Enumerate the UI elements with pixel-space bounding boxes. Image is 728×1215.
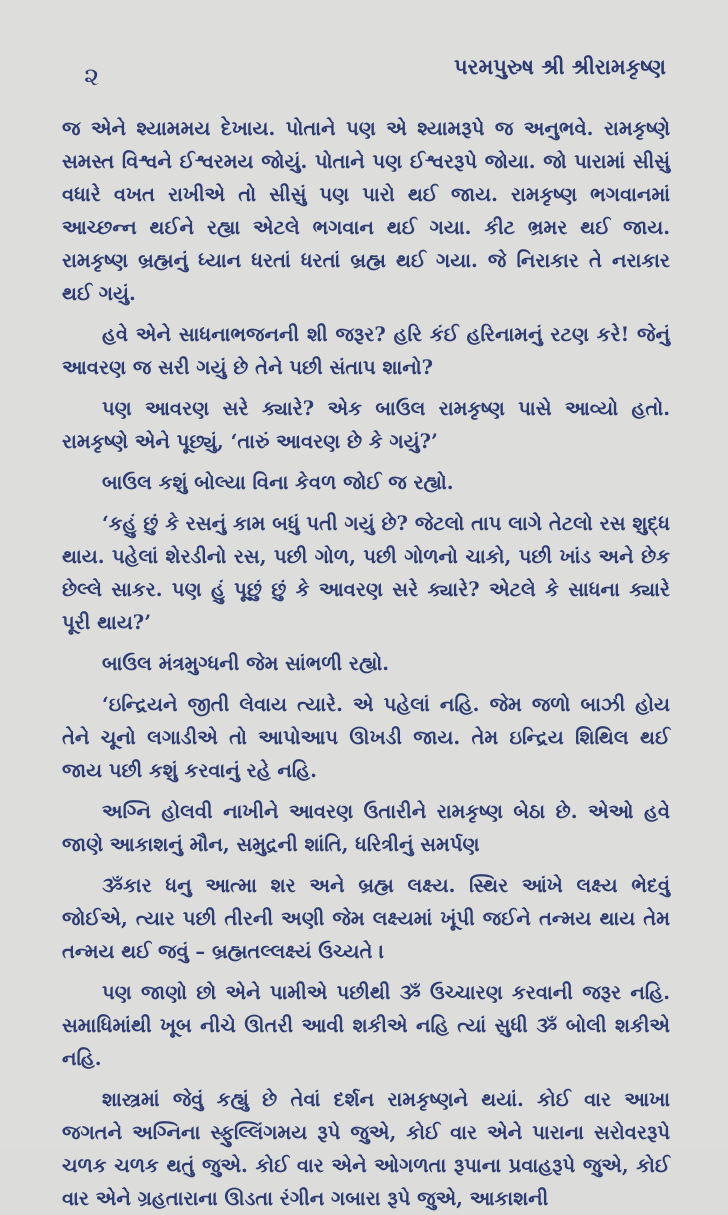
paragraph: બાઉલ કશું બોલ્યા વિના કેવળ જોઈ જ રહ્યો. <box>102 471 454 494</box>
paragraph: પણ આવરણ સરે ક્યારે? એક બાઉલ રામકૃષ્ણ પાસે આવ્યો હતો. રામકૃષ્ણે એને પૂછ્યું, ‘તારું આવરણ છે કે ગયું?’ <box>62 397 670 453</box>
running-head: પરમપુરુષ શ્રી શ્રીરામકૃષ્ણ <box>453 54 666 79</box>
paragraph: બાઉલ મંત્રમુગ્ધની જેમ સાંભળી રહ્યો. <box>102 652 390 675</box>
paragraph: ‘ઇન્દ્રિયને જીતી લેવાય ત્યારે. એ પહેલાં નહિ. જેમ જળો બાઝી હોય તેને ચૂનો લગાડીએ તો આપોઆપ ઊખડી જાય. તેમ ઇન્દ્રિય શિથિલ થઈ જાય પછી કશું કરવાનું રહે નહિ. <box>62 693 670 782</box>
paragraph: હવે એને સાધનાભજનની શી જરૂર? હરિ કંઈ હરિનામનું રટણ કરે! જેનું આવરણ જ સરી ગયું છે તેને પછી સંતાપ શાનો? <box>62 323 670 379</box>
body-text <box>62 112 670 1215</box>
paragraph: અગ્નિ હોલવી નાખીને આવરણ ઉતારીને રામકૃષ્ણ બેઠા છે. એઓ હવે જાણે આકાશનું મૌન, સમુદ્રની શાંતિ, ધરિત્રીનું સમર્પણ <box>62 800 670 856</box>
paragraph: ‘કહું છું કે રસનું કામ બધું પતી ગયું છે? જેટલો તાપ લાગે તેટલો રસ શુદ્ધ થાય. પહેલાં શેરડીનો રસ, પછી ગોળ, પછી ગોળનો ચાકો, પછી ખાંડ અને છેક છેલ્લે સાકર. પણ હું પૂછું છું કે આવરણ સરે ક્યારે? એટલે કે સાધના ક્યારે પૂરી થાય?’ <box>62 512 670 634</box>
page-number: ૨ <box>84 62 100 92</box>
paragraph: શાસ્ત્રમાં જેવું કહ્યું છે તેવાં દર્શન રામકૃષ્ણને થયાં. કોઈ વાર આખા જગતને અગ્નિના સ્ફુલ્લિંગમય રૂપે જુએ, કોઈ વાર એને પારાના સરોવરરૂપે ચળક ચળક થતું જુએ. કોઈ વાર એને ઓગળતા રૂપાના પ્રવાહરૂપે જુએ, કોઈ વાર એને ગ્રહતારાના ઊડતા રંગીન ગબારા રૂપે જુએ, આકાશની <box>62 1088 670 1210</box>
paragraph: જ એને શ્યામમય દેખાય. પોતાને પણ એ શ્યામરૂપે જ અનુભવે. રામકૃષ્ણે સમસ્ત વિશ્વને ઈશ્વરમય જોયું. પોતાને પણ ઈશ્વરરૂપે જોયા. જો પારામાં સીસું વધારે વખત રાખીએ તો સીસું પણ પારો થઈ જાય. રામકૃષ્ણ ભગવાનમાં આચ્છન્ન થઈને રહ્યા એટલે ભગવાન થઈ ગયા. કીટ ભ્રમર થઈ જાય. રામકૃષ્ણ બ્રહ્મનું ધ્યાન ધરતાં ધરતાં બ્રહ્મ થઈ ગયા. જે નિરાકાર તે નરાકાર થઈ ગયું. <box>62 117 670 305</box>
page-header <box>62 48 670 98</box>
paragraph: ૐકાર ધનુ આત્મા શર અને બ્રહ્મ લક્ષ્ય. સ્થિર આંખે લક્ષ્ય ભેદવું જોઈએ, ત્યાર પછી તીરની અણી જેમ લક્ષ્યમાં ખૂંપી જઈને તન્મય થાય તેમ તન્મય થઈ જવું – બ્રહ્મતલ્લક્ષ્યં ઉચ્યતે । <box>62 874 670 963</box>
paragraph: પણ જાણો છો એને પામીએ પછીથી ૐ ઉચ્ચારણ કરવાની જરૂર નહિ. સમાધિમાંથી ખૂબ નીચે ઊતરી આવી શકીએ નહિ ત્યાં સુધી ૐ બોલી શકીએ નહિ. <box>62 981 670 1070</box>
